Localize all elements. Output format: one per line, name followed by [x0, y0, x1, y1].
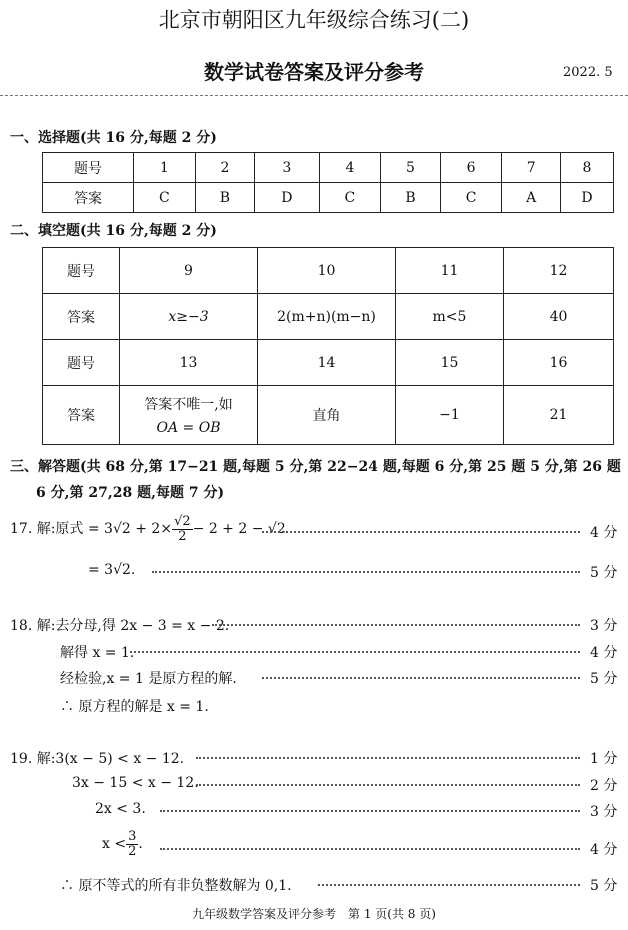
table-cell: 6: [440, 153, 502, 183]
document-subtitle: 数学试卷答案及评分参考: [204, 60, 424, 84]
answer-13-line2: OA = OB: [156, 420, 221, 436]
fraction-numerator: 3: [128, 829, 137, 844]
dot-leader: [318, 884, 580, 886]
q19-points-5: 5 分: [590, 878, 618, 894]
table-cell: m<5: [396, 294, 504, 340]
table-cell: 3: [255, 153, 319, 183]
row-label-question: 题号: [43, 248, 120, 294]
q19-points-3: 3 分: [590, 804, 618, 820]
table-row: [43, 340, 614, 386]
q17-line1-suffix: − 2 + 2 − √2: [192, 521, 286, 538]
table-row: [43, 248, 614, 294]
multiple-choice-answer-table: [42, 152, 614, 213]
section3-heading-line2: 6 分,第 27,28 题,每题 7 分): [36, 485, 225, 501]
q17-line2: = 3√2.: [88, 562, 136, 578]
table-cell: 15: [396, 340, 504, 386]
q19-line4: [102, 830, 143, 858]
fraction: [126, 830, 138, 858]
page-footer: 九年级数学答案及评分参考 第 1 页(共 8 页): [192, 907, 436, 921]
dot-leader: [262, 677, 580, 679]
table-cell: 5: [381, 153, 440, 183]
q19-line4-suffix: .: [138, 836, 143, 853]
dot-leader: [160, 848, 580, 850]
table-cell: [120, 386, 258, 445]
q19-line2: 3x − 15 < x − 12.: [72, 775, 199, 791]
q18-line2: 解得 x = 1.: [60, 645, 135, 661]
q19-line4-prefix: x <: [102, 836, 127, 853]
table-cell: 21: [504, 386, 614, 445]
dot-leader: [262, 531, 580, 533]
table-cell: C: [319, 183, 381, 213]
section3-heading-line1: 三、解答题(共 68 分,第 17−21 题,每题 5 分,第 22−24 题,每题 6 分,第 25 题 5 分,第 26 题: [10, 459, 621, 475]
table-row: [43, 386, 614, 445]
q17-line1-prefix: 17. 解:原式 = 3√2 + 2×: [10, 521, 173, 538]
answer-13-line1: 答案不唯一,如: [144, 397, 233, 413]
table-cell: C: [134, 183, 196, 213]
table-cell: 2: [195, 153, 254, 183]
dot-leader: [130, 651, 580, 653]
dot-leader: [196, 784, 580, 786]
table-cell: −1: [396, 386, 504, 445]
fraction: [172, 515, 193, 543]
section2-heading: 二、填空题(共 16 分,每题 2 分): [10, 223, 217, 239]
q18-line4: ∴ 原方程的解是 x = 1.: [60, 699, 209, 715]
table-cell: 8: [561, 153, 614, 183]
table-cell: 4: [319, 153, 381, 183]
fraction-denominator: 2: [178, 528, 187, 544]
table-cell: 直角: [258, 386, 396, 445]
dot-leader: [160, 810, 580, 812]
table-cell: 13: [120, 340, 258, 386]
table-cell: 7: [502, 153, 561, 183]
table-cell: 12: [504, 248, 614, 294]
q18-points-1: 3 分: [590, 618, 618, 634]
q17-points-1: 4 分: [590, 525, 618, 541]
table-cell: A: [502, 183, 561, 213]
q18-line3: 经检验,x = 1 是原方程的解.: [60, 671, 237, 687]
table-cell: 2(m+n)(m−n): [258, 294, 396, 340]
exam-title: 北京市朝阳区九年级综合练习(二): [158, 8, 470, 32]
fill-in-answer-table: [42, 247, 614, 445]
q19-line3: 2x < 3.: [95, 801, 146, 817]
section1-heading: 一、选择题(共 16 分,每题 2 分): [10, 130, 217, 146]
q19-line5: ∴ 原不等式的所有非负整数解为 0,1.: [60, 878, 292, 894]
q18-line1: 18. 解:去分母,得 2x − 3 = x − 2.: [10, 618, 230, 634]
table-row: [43, 294, 614, 340]
q19-points-1: 1 分: [590, 751, 618, 767]
header-divider: [0, 95, 628, 96]
table-cell: x≥−3: [120, 294, 258, 340]
q18-points-3: 5 分: [590, 671, 618, 687]
row-label-answer: 答案: [43, 183, 134, 213]
table-cell: B: [195, 183, 254, 213]
table-cell: C: [440, 183, 502, 213]
table-cell: 1: [134, 153, 196, 183]
dot-leader: [152, 571, 580, 573]
table-cell: D: [255, 183, 319, 213]
q17-line1: [10, 515, 286, 543]
table-cell: 10: [258, 248, 396, 294]
table-cell: 40: [504, 294, 614, 340]
row-label-question: 题号: [43, 153, 134, 183]
q19-points-4: 4 分: [590, 842, 618, 858]
table-cell: D: [561, 183, 614, 213]
table-cell: 11: [396, 248, 504, 294]
q17-points-2: 5 分: [590, 565, 618, 581]
q19-line1: 19. 解:3(x − 5) < x − 12.: [10, 751, 185, 767]
table-cell: 16: [504, 340, 614, 386]
q19-points-2: 2 分: [590, 778, 618, 794]
table-cell: 9: [120, 248, 258, 294]
fraction-numerator: √2: [174, 514, 191, 529]
table-row: [43, 153, 614, 183]
q18-points-2: 4 分: [590, 645, 618, 661]
table-row: [43, 183, 614, 213]
dot-leader: [196, 757, 580, 759]
row-label-answer: 答案: [43, 386, 120, 445]
table-cell: 14: [258, 340, 396, 386]
table-cell: B: [381, 183, 440, 213]
dot-leader: [212, 624, 580, 626]
fraction-denominator: 2: [128, 843, 137, 859]
row-label-question: 题号: [43, 340, 120, 386]
row-label-answer: 答案: [43, 294, 120, 340]
document-date: 2022. 5: [563, 65, 613, 80]
